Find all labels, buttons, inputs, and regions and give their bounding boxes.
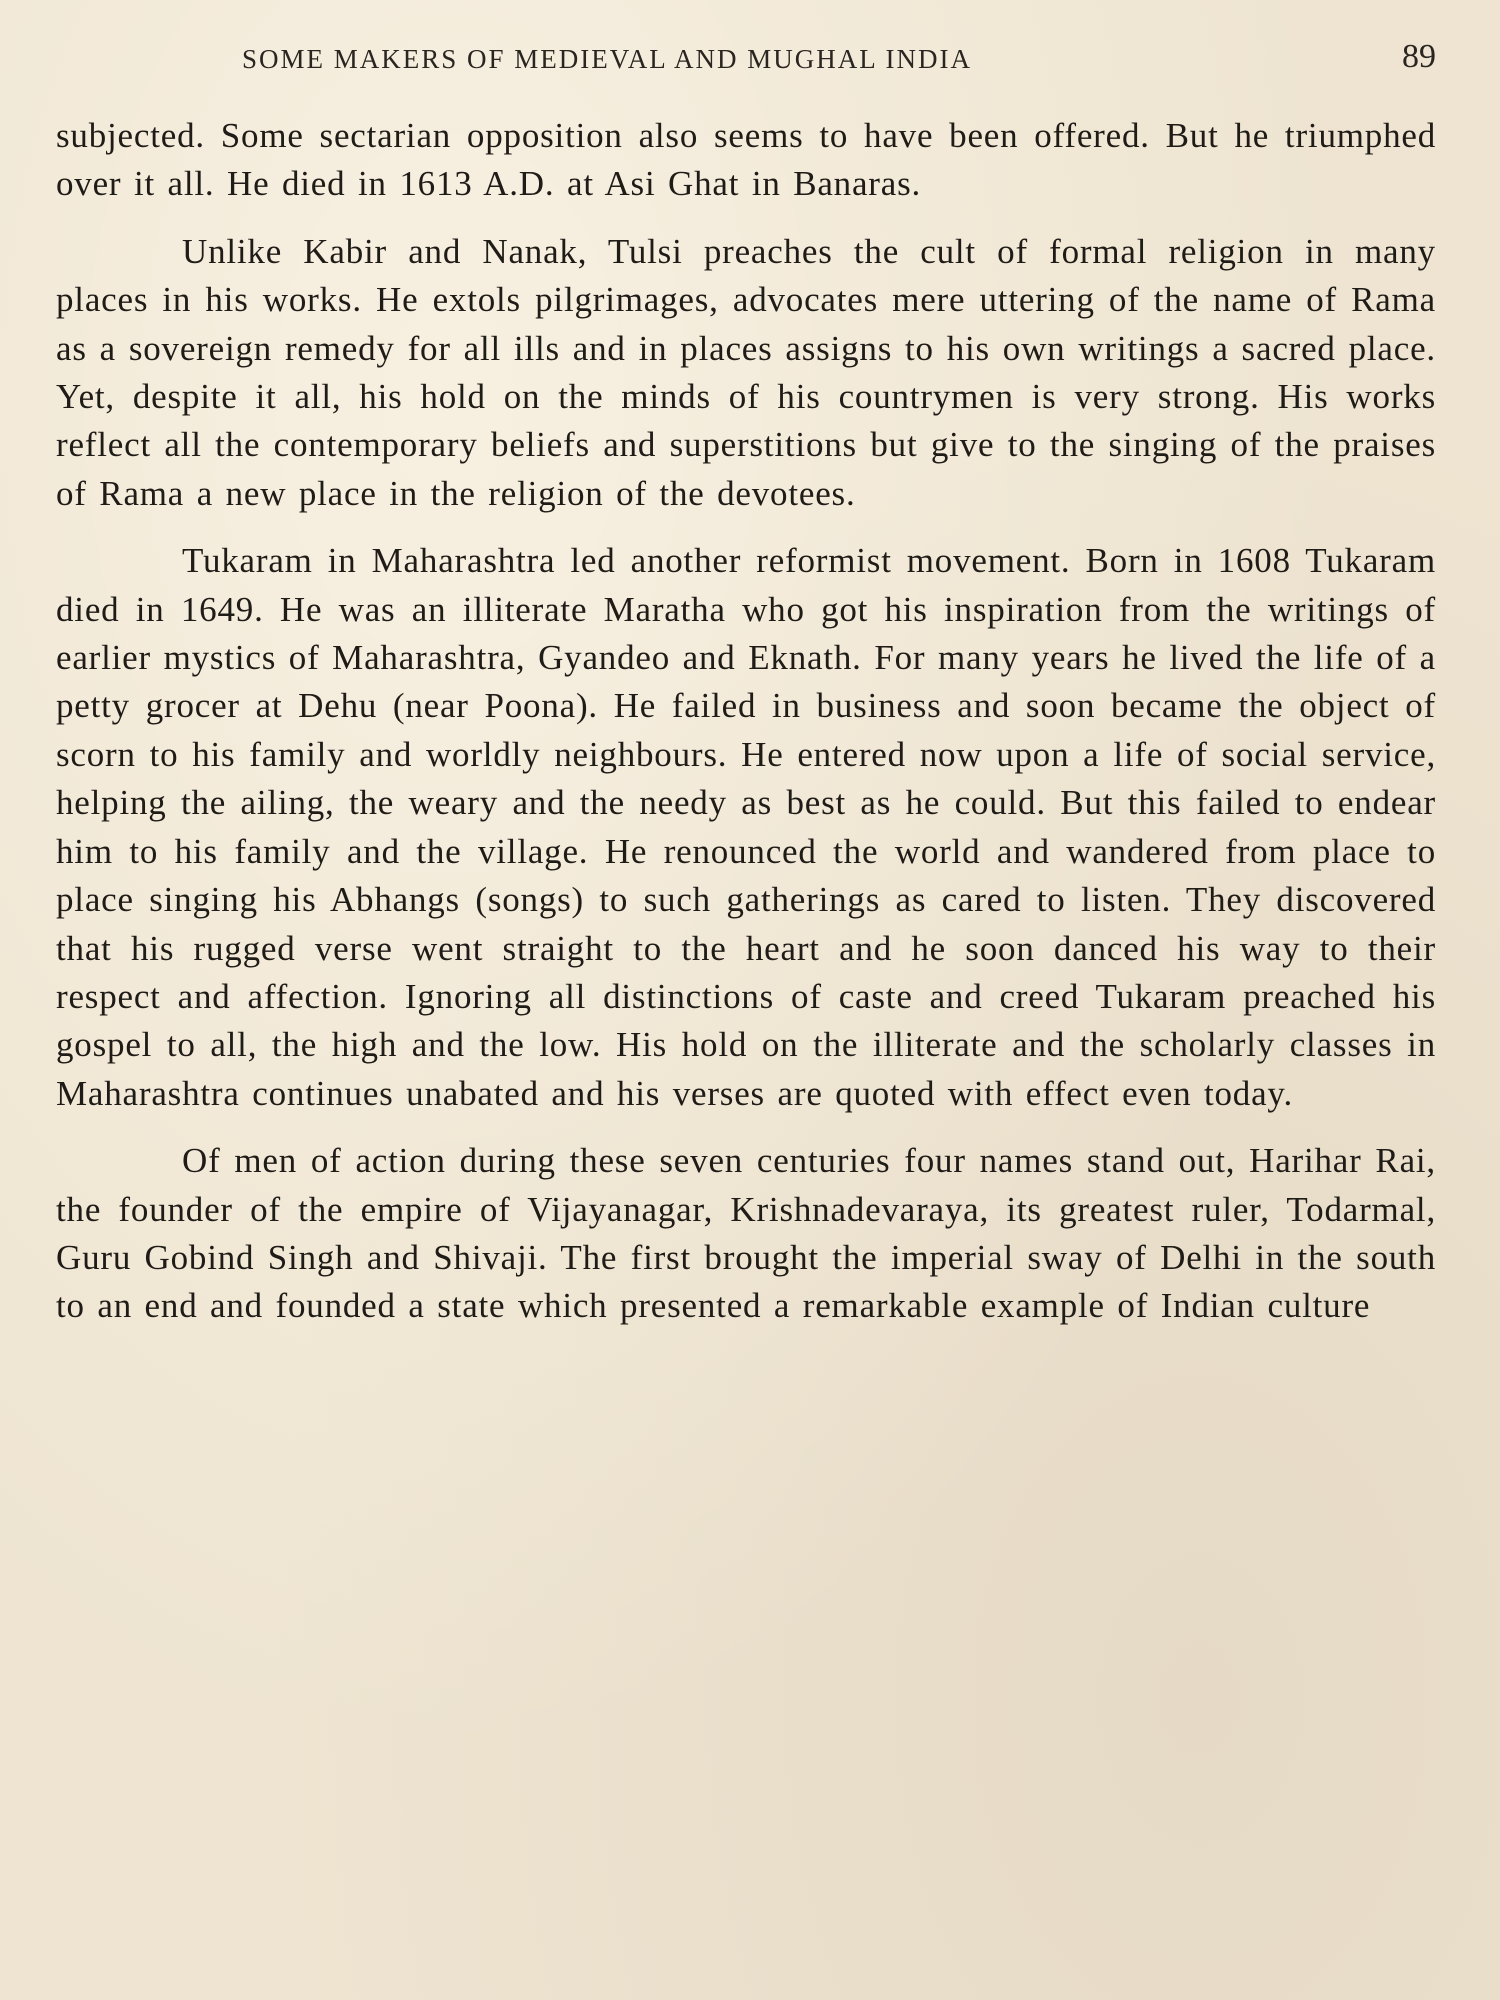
paragraph-men-of-action: Of men of action during these seven centuries four names stand out, Harihar Rai, the founder of the empire of Vijayanagar, Krishnadevaraya, its greatest ruler, Todarmal, Guru Gobind Singh and Shivaji. The first brought the imperial sway of Delhi in the south to an end and founded a state which presented a remarkable example of Indian culture [56,1141,1436,1326]
paragraph-tulsi-religion: Unlike Kabir and Nanak, Tulsi preaches the cult of formal religion in many places in his works. He extols pilgrimages, advocates mere uttering of the name of Rama as a sovereign remedy for all ills and in places assigns to his own writings a sacred place. Yet, despite it all, his hold on the minds of his countrymen is very strong. His works reflect all the contemporary beliefs and superstitions but give to the singing of the praises of Rama a new place in the religion of the devotees. [56,231,1436,513]
page-header [56,38,1436,78]
paragraph-tukaram: Tukaram in Maharashtra led another reformist movement. Born in 1608 Tukaram died in 1649. He was an illiterate Maratha who got his inspiration from the writings of earlier mystics of Maharashtra, Gyandeo and Eknath. For many years he lived the life of a petty grocer at Dehu (near Poona). He failed in business and soon became the object of scorn to his family and worldly neighbours. He entered now upon a life of social service, helping the ailing, the weary and the needy as best as he could. But this failed to endear him to his family and the village. He renounced the world and wandered from place to place singing his Abhangs (songs) to such gatherings as cared to listen. They discovered that his rugged verse went straight to the heart and he soon danced his way to their respect and affection. Ignoring all distinctions of caste and creed Tukaram preached his gospel to all, the high and the low. His hold on the illiterate and the scholarly classes in Maharashtra continues unabated and his verses are quoted with effect even today. [56,541,1436,1113]
running-head: SOME MAKERS OF MEDIEVAL AND MUGHAL INDIA [242,44,973,74]
paragraph-tulsi-end: subjected. Some sectarian opposition also seems to have been offered. But he triumphed over it all. He died in 1613 A.D. at Asi Ghat in Banaras. [56,116,1436,204]
body-text [56,112,1436,1331]
page-number: 89 [1402,38,1436,75]
